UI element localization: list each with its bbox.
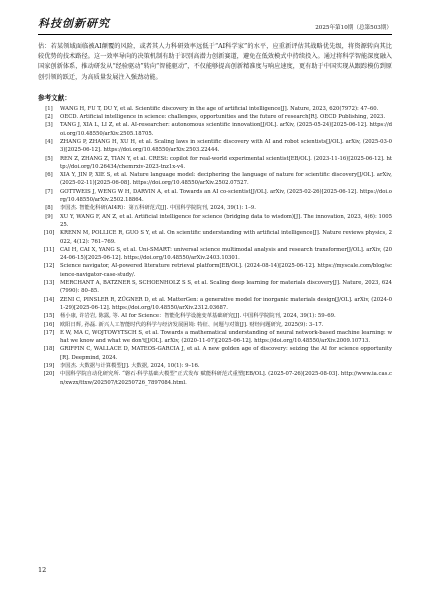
reference-number: [8] <box>45 205 53 212</box>
reference-item <box>38 321 392 329</box>
reference-item <box>38 246 392 263</box>
reference-item <box>38 171 392 188</box>
reference-item <box>38 213 392 230</box>
reference-number: [9] <box>45 213 53 220</box>
reference-item <box>38 105 392 113</box>
reference-text: Science navigator, AI-powered literature retrieval platform[EB/OL]. (2024-08-14)[2025-06-12]. https://myscale.com/blog/science-navigator-case-study/. <box>60 263 392 278</box>
reference-number: [16] <box>43 321 55 328</box>
reference-number: [15] <box>43 313 55 320</box>
reference-text: OECD. Artificial intelligence in science: challenges, opportunities and the future of research[R]. OECD Publishing, 2023. <box>60 114 386 121</box>
reference-text: MERCHANT A, BATZNER S, SCHOENHOLZ S S, et al. Scaling deep learning for materials discovery[J]. Nature, 2023, 624(7990): 80–85. <box>60 280 392 295</box>
reference-number: [1] <box>45 105 53 112</box>
reference-item <box>38 155 392 172</box>
journal-title: 科技创新研究 <box>38 17 110 30</box>
reference-text: CAI H, CAI X, YANG S, et al. Uni-SMART: universal science multimodal analysis and research transformer[J/OL]. arXiv, (2024-06-15)[2025-06-12]. https://doi.org/10.48550/arXiv.2403.10301. <box>60 246 392 262</box>
reference-text: XIA Y, JIN P, XIE S, et al. Nature language model: deciphering the language of nature for scientific discovery[J/OL]. arXiv, (2025-02-11)[2025-06-08]. https://doi.org/10.48550/arXiv.2502.07527. <box>60 172 392 187</box>
reference-number: [17] <box>43 329 55 336</box>
reference-item <box>38 121 392 138</box>
page-number: 12 <box>38 566 47 574</box>
reference-item <box>38 362 392 370</box>
paragraph-text: 估：若某领域面临被AI颠覆的风险，或者其人力科研效率远低于“AI科学家”的水平，应重新评估其战略优先级，将资源转向其比较优势的技术路径。这一效率导向的决策机制有助于识别高潜力创新赛道，避免在低效模式中持续投入。通过将科学智能深度融入国家创新体系，推动研发从“经验驱动”转向“智能驱动”，不仅能够提高创新精准度与响应速度，更有助于中国实现从跟踪模仿到原创引领的跃迁，为高质量发展注入强劲动能。 <box>38 43 392 81</box>
reference-text: 中国科学院自动化研究所. “磐石·科学基础大模型”正式发布 赋能科研范式重塑[EB/OL]. (2025-07-26)[2025-08-03]. http://www.ia.cas.cn/xwzx/ttxw/202507/t20250726_7897084.html. <box>60 371 392 386</box>
reference-text: E W, MA C, WOJTOWYTSCH S, et al. Towards a mathematical understanding of neural network-based machine learning: what we know and what we don't[J/OL]. arXiv, (2020-11-07)[2025-06-12]. https://doi.org/10.48550/arXiv.2009.10713. <box>60 329 392 345</box>
reference-item <box>38 229 392 246</box>
reference-number: [20] <box>43 371 55 378</box>
body-paragraph <box>38 42 392 83</box>
reference-number: [13] <box>43 280 55 287</box>
reference-text: GRIFFIN C, WALLACE D, MATEOS-GARCIA J, et al. A new golden age of discovery: seizing the AI for science opportunity[R]. Deepmind, 2024. <box>60 346 392 361</box>
reference-text: XU Y, WANG F, AN Z, et al. Artificial intelligence for science (bridging data to wisdom)[J]. The innovation, 2023, 4(6): 100525. <box>60 213 392 228</box>
reference-text: ZHANG P, ZHANG H, XU H, et al. Scaling laws in scientific discovery with AI and robot scientists[J/OL]. arXiv, (2025-03-03)[2025-06-12]. https://doi.org/10.48550/arXiv.2503.22444. <box>60 139 392 154</box>
reference-text: 李国杰. 智能化科研(AI4R)：第五科研范式[J]. 中国科学院院刊, 2024, 39(1): 1–9. <box>60 205 256 212</box>
page <box>38 14 392 387</box>
reference-item <box>38 279 392 296</box>
reference-item <box>38 345 392 362</box>
reference-text: TANG J, XIA L, LI Z, et al. AI-researcher: autonomous scientific innovation[J/OL]. arXiv, (2025-05-24)[2025-06-12]. https://doi.org/10.48550/arXiv.2505.18705. <box>60 122 392 137</box>
reference-item <box>38 312 392 320</box>
reference-number: [18] <box>43 346 55 353</box>
references-list <box>38 105 392 387</box>
reference-number: [4] <box>45 139 53 145</box>
issue-info: 2025年第10期（总第503期） <box>315 25 392 31</box>
reference-item <box>38 113 392 121</box>
reference-item <box>38 296 392 313</box>
reference-number: [19] <box>43 363 55 370</box>
reference-item <box>38 262 392 279</box>
reference-text: 杨小康, 许岩岩, 陈露, 等. AI for Science：智能化科学设施变革基础研究[J]. 中国科学院院刊, 2024, 39(1): 59–69. <box>60 313 336 320</box>
reference-text: KRENN M, POLLICE R, GUO S Y, et al. On scientific understanding with artificial intelligence[J]. Nature reviews physics, 2022, 4(12): 761–769. <box>60 230 392 245</box>
reference-item <box>38 188 392 205</box>
reference-item <box>38 370 392 387</box>
reference-number: [12] <box>43 263 55 270</box>
reference-number: [3] <box>45 122 53 129</box>
page-header <box>38 14 392 35</box>
reference-number: [2] <box>45 114 53 121</box>
reference-text: WANG H, FU T, DU Y, et al. Scientific discovery in the age of artificial intelligence[J]. Nature, 2023, 620(7972): 47–60. <box>60 105 379 112</box>
reference-text: GOTTWEIS J, WENG W H, DARVIN A, et al. Towards an AI co-scientist[J/OL]. arXiv, (2025-02-26)[2025-06-12]. https://doi.org/10.48550/arXiv.2502.18864. <box>60 188 392 204</box>
reference-item <box>38 138 392 155</box>
reference-text: ZENI C, PINSLER R, ZÜGNER D, et al. MatterGen: a generative model for inorganic materials design[J/OL]. arXiv, (2024-01-29)[2025-06-12]. https://doi.org/10.48550/arXiv.2312.03687. <box>60 296 392 311</box>
reference-item <box>38 329 392 346</box>
reference-number: [10] <box>43 230 55 237</box>
reference-text: REN Z, ZHANG Z, TIAN Y, et al. CRESt: copilot for real-world experimental scientist[EB/OL]. (2023-11-16)[2025-06-12]. http://doi.org/10.26434/chemrxiv-2023-tnz1x-v4. <box>60 155 392 170</box>
reference-text: 李国杰. 大数据与计算模型[J]. 大数据, 2024, 10(1): 9–16. <box>60 363 200 370</box>
reference-number: [14] <box>43 296 55 303</box>
reference-number: [6] <box>45 172 53 179</box>
reference-number: [7] <box>45 188 53 195</box>
references-heading: 参考文献： <box>38 93 71 102</box>
reference-item <box>38 204 392 212</box>
reference-number: [11] <box>43 246 55 253</box>
reference-number: [5] <box>45 155 53 162</box>
reference-text: 欧阳日辉, 孙磊. 新兴人工智能时代的科学与经济发展困境: 特征、问题与对策[J]. 财经问题研究, 2025(9): 3–17. <box>60 321 324 328</box>
